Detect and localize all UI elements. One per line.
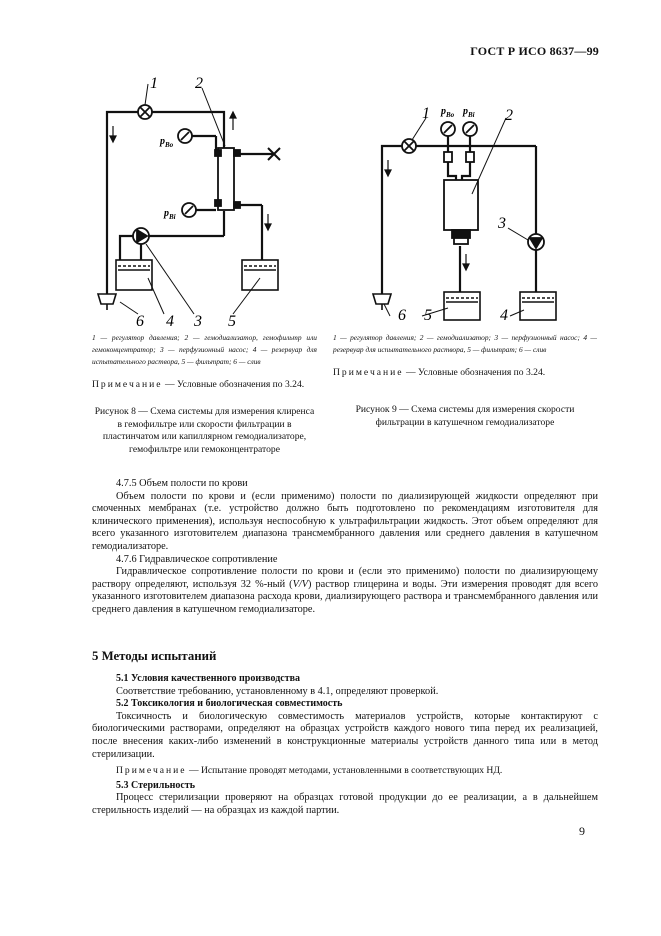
fig8-pressure-out-label: $р_{Во}$ (160, 136, 174, 149)
filtrate-reservoir-5-icon (242, 260, 278, 290)
figure-8-note: Примечание — Условные обозначения по 3.24. (92, 379, 305, 390)
section-4-7-6-heading: 4.7.6 Гидравлическое сопротивление (116, 553, 278, 565)
fig9-label-6: 6 (398, 307, 406, 324)
section-5-2-note: Примечание — Испытание проводят методами, установленными в соответствующих НД. (116, 765, 503, 777)
section-5-2-text: Токсичность и биологическую совместимость материалов устройств, которые контактируют с биологическими растворами, определяют на образцах устройств каждого нового типа перед их реализацией, после внесения каких-либо изменений в конструкционные материалы устройств данного типа или в метод стерилизации. (92, 710, 598, 760)
pressure-gauge-in-icon (182, 203, 196, 217)
fig9-label-4: 4 (500, 307, 508, 324)
coil-hemodialyzer-2-icon (444, 180, 478, 244)
section-5-body (92, 673, 598, 818)
fig8-label-3: 3 (194, 313, 202, 330)
figure-9-note: Примечание — Условные обозначения по 3.24. (333, 367, 546, 378)
section-4-7-5 (92, 478, 598, 617)
hemodialyzer-2-icon (215, 148, 240, 210)
fig9-label-3: 3 (498, 215, 506, 232)
fig8-pressure-in-label: $р_{Вi}$ (164, 208, 176, 221)
filtrate-reservoir-5-icon (444, 292, 480, 320)
fig9-pressure-in-label: $р_{Вi}$ (463, 106, 475, 119)
figure-8-legend: 1 — регулятор давления; 2 — гемодиализатор, гемофильтр или гемоконцентратор; 3 — перфузионный насос; 4 — резервуар для испытательного раствора, 5 — фильтрат; 6 — слив (92, 333, 317, 366)
fig8-label-2: 2 (195, 75, 203, 92)
section-5-1-heading: 5.1 Условия качественного производства (116, 673, 301, 684)
drain-6-icon (98, 294, 116, 310)
section-5-2-heading: 5.2 Токсикология и биологическая совместимость (116, 698, 343, 710)
pressure-regulator-1-icon (402, 139, 416, 153)
section-4-7-5-heading: 4.7.5 Объем полости по крови (116, 478, 248, 489)
section-4-7-6-text: Гидравлическое сопротивление полости по крови и (если это применимо) полости по диализирующему раствору определяют, используя 32 %-ный (V/V) раствор глицерина и воды. Эти измерения проводят для всего указанного изготовителем диапазона расхода крови, диализирующего раствора и трансмембранного давления или среднего давления в катушечном гемодиализаторе. (92, 566, 598, 615)
drain-6-icon (373, 294, 391, 310)
fig9-label-2: 2 (505, 107, 513, 124)
perfusion-pump-3-icon (528, 234, 544, 250)
fig8-label-6: 6 (136, 313, 144, 330)
figure-9-caption: Рисунок 9 — Схема системы для измерения скорости фильтрации в катушечном гемодиализаторе (355, 404, 575, 428)
perfusion-pump-3-icon (133, 228, 149, 244)
figure-8-caption: Рисунок 8 — Схема системы для измерения клиренса в гемофильтре или скорости фильтрации в пластинчатом или капиллярном гемодиализаторе, гемофильтре или гемоконцентраторе (94, 406, 315, 455)
document-header: ГОСТ Р ИСО 8637—99 (470, 44, 599, 58)
fig8-label-1: 1 (150, 75, 158, 92)
figure-8-diagram (90, 68, 320, 330)
figure-9-legend: 1 — регулятор давления; 2 — гемодиализатор; 3 — перфузионный насос; 4 — резервуар для испытательного раствора, 5 — фильтрат; 6 — слив (333, 333, 597, 354)
test-solution-reservoir-4-icon (116, 260, 152, 290)
pressure-regulator-1-icon (138, 105, 152, 119)
fig8-label-4: 4 (166, 313, 174, 330)
fig9-pressure-out-label: $р_{Во}$ (441, 106, 455, 119)
test-solution-reservoir-4-icon (520, 292, 556, 320)
figure-9-diagram (360, 104, 592, 330)
section-5-3-heading: 5.3 Стерильность (116, 779, 196, 791)
fig9-label-1: 1 (422, 105, 430, 122)
page-number: 9 (579, 824, 585, 838)
fig8-label-5: 5 (228, 313, 236, 330)
pressure-gauge-out-icon (178, 129, 192, 143)
section-5-1-text: Соответствие требованию, установленному в 4.1, определяют проверкой. (116, 685, 439, 697)
section-4-7-5-text: Объем полости по крови и (если применимо) полости по диализирующей жидкости определяют при смоченных мембранах (т.е. устройство должно быть подготовлено по рекомендациям изготовителя для клинического применения), используя неспособную к ультрафильтрации жидкость. Этот объем определяют для всего указанного изготовителем диапазона трансмембранного давления или среднего давления в катушечном гемодиализаторе. (92, 490, 598, 552)
section-5-3-text: Процесс стерилизации проверяют на образцах готовой продукции до ее реализации, а в дальнейшем стерильность изделий — на образцах из каждой партии. (92, 792, 598, 816)
fig9-label-5: 5 (424, 307, 432, 324)
section-5-title: 5 Методы испытаний (92, 649, 217, 663)
